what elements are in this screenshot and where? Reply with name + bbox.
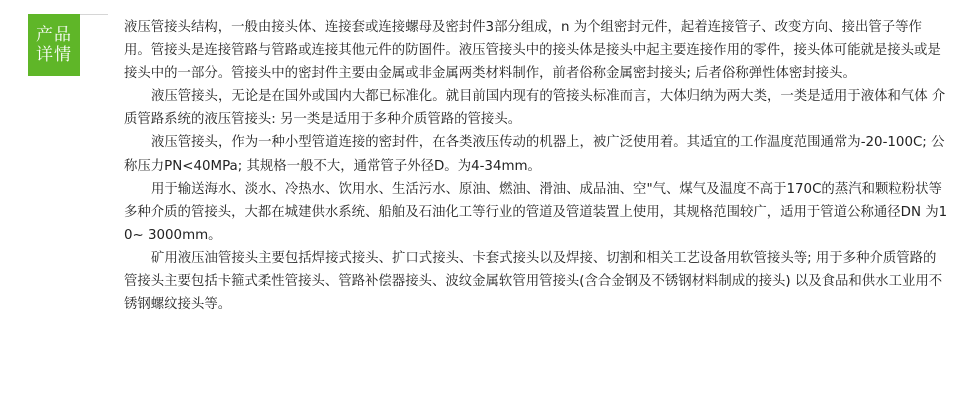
badge-label-line2: 详情	[36, 45, 72, 65]
badge-divider	[80, 14, 108, 15]
description-paragraph-structure: 液压管接头结构，一般由接头体、连接套或连接螺母及密封件3部分组成，n 为个组密封元件，起着连接管子、改变方向、接出管子等作用。管接头是连接管路与管路或连接其他元件的防圄件。液压管接头中的接头体是接头中起主要连接作用的零件，接头体可能就是接头或是接头中的一部分。管接头中的密封件主要由金属或非金属两类材料制作，前者俗称金属密封接头; 后者俗称弹性体密封接头。	[124, 20, 941, 82]
product-description	[124, 16, 948, 316]
badge-label-line1: 产品	[36, 25, 72, 45]
description-paragraph-standards: 液压管接头，无论是在国外或国内大都已标准化。就目前国内现有的管接头标准而言，大体归纳为两大类，一类是适用于液体和气体 介质管路系统的液压管接头: 另一类是适用于多种介质管路的管接头。	[124, 89, 946, 128]
description-paragraph-specs: 液压管接头，作为一种小型管道连接的密封件，在各类液压传动的机器上，被广泛使用着。其适宜的工作温度范围通常为-20-100C; 公称压力PN<40MPa; 其规格一般不大，通常管子外径D。为4-34mm。	[124, 135, 945, 174]
description-paragraph-mining: 矿用液压油管接头主要包括焊接式接头、扩口式接头、卡套式接头以及焊接、切割和相关工艺设备用软管接头等; 用于多种介质管路的管接头主要包括卡箍式柔性管接头、管路补偿器接头、波纹金属软管用管接头(含合金钢及不锈钢材料制成的接头) 以及食品和供水工业用不锈钢螺纹接头等。	[124, 250, 943, 313]
description-paragraph-applications: 用于输送海水、淡水、冷热水、饮用水、生活污水、原油、燃油、滑油、成品油、空"气、煤气及温度不高于170C的蒸汽和颗粒粉状等多种介质的管接头，大都在城建供水系统、船舶及石油化工等行业的管道及管道装置上使用，其规格范围较广，适用于管道公称通径DN 为10~ 3000mm。	[124, 181, 948, 243]
product-details-badge	[28, 14, 80, 76]
